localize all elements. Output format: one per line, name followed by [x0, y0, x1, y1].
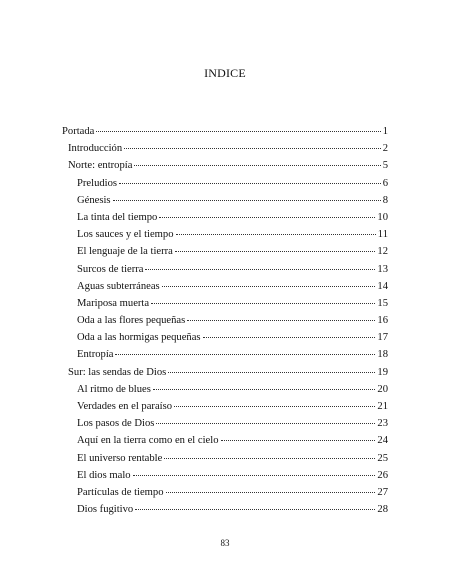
dot-leader: [159, 207, 375, 218]
toc-entry-page: 11: [377, 229, 388, 241]
page-title: INDICE: [204, 66, 246, 80]
toc-entry-page: 2: [382, 143, 388, 155]
toc-entry-title: Preludios: [77, 177, 118, 189]
toc-entry-page: 10: [377, 211, 388, 223]
toc-entry-title: Entropía: [77, 349, 114, 361]
toc-entry-page: 20: [377, 383, 388, 395]
dot-leader: [175, 241, 376, 252]
toc-entry-page: 5: [382, 160, 388, 172]
dot-leader: [151, 293, 375, 304]
dot-leader: [133, 465, 376, 476]
dot-leader: [164, 448, 375, 459]
toc-entry-title: Los pasos de Dios: [77, 418, 155, 430]
dot-leader: [203, 327, 376, 338]
dot-leader: [124, 138, 381, 149]
toc-entry-title: El lenguaje de la tierra: [77, 246, 173, 258]
toc-entry-title: Sur: las sendas de Dios: [68, 366, 167, 378]
dot-leader: [153, 379, 376, 390]
dot-leader: [115, 344, 375, 355]
toc-entry-page: 17: [377, 332, 388, 344]
dot-leader: [135, 499, 375, 510]
toc-entry-page: 6: [382, 177, 388, 189]
toc-entry-page: 18: [377, 349, 388, 361]
toc-entry-title: Al ritmo de blues: [77, 383, 151, 395]
toc-entry-title: Oda a las hormigas pequeñas: [77, 332, 201, 344]
toc-entry-title: Norte: entropía: [68, 160, 133, 172]
dot-leader: [145, 259, 375, 270]
toc-entry-page: 26: [377, 469, 388, 481]
toc-entry-title: El dios malo: [77, 469, 131, 481]
toc-entry-page: 27: [377, 486, 388, 498]
toc-entry-title: Oda a las flores pequeñas: [77, 315, 186, 327]
toc-entry-page: 12: [377, 246, 388, 258]
toc-entry-title: Verdades en el paraíso: [77, 401, 173, 412]
toc-entry-title: Dios fugitivo: [77, 504, 134, 516]
toc-entry-page: 24: [377, 435, 388, 447]
dot-leader: [166, 482, 376, 493]
toc-entry-page: 21: [377, 401, 388, 412]
toc-entry-title: Aguas subterráneas: [77, 280, 160, 292]
toc-entry-title: La tinta del tiempo: [77, 211, 158, 223]
page-number: 83: [220, 538, 230, 548]
toc-entry-title: Introducción: [68, 143, 123, 155]
dot-leader: [134, 155, 380, 166]
dot-leader: [162, 276, 376, 287]
toc-entry-page: 16: [377, 315, 388, 327]
toc-entry-page: 19: [377, 366, 388, 378]
toc-entry-title: Mariposa muerta: [77, 297, 150, 309]
toc-entry[interactable]: [62, 501, 388, 518]
dot-leader: [174, 396, 375, 407]
dot-leader: [187, 310, 375, 321]
toc-entry-title: Aquí en la tierra como en el cielo: [77, 435, 219, 447]
dot-leader: [156, 413, 375, 424]
toc-entry-page: 25: [377, 452, 388, 464]
dot-leader: [119, 173, 381, 184]
toc-entry-page: 28: [377, 504, 388, 516]
dot-leader: [113, 190, 381, 201]
dot-leader: [176, 224, 376, 235]
toc-entry-title: Surcos de tierra: [77, 263, 144, 275]
dot-leader: [168, 362, 375, 373]
toc-entry-page: 1: [382, 126, 388, 137]
dot-leader: [96, 121, 380, 132]
toc-entry-title: Portada: [62, 126, 95, 137]
toc-entry-title: Los sauces y el tiempo: [77, 229, 174, 241]
toc-entry-title: Partículas de tiempo: [77, 486, 164, 498]
toc-entry-page: 23: [377, 418, 388, 430]
toc-entry-page: 14: [377, 280, 388, 292]
table-of-contents: [62, 123, 388, 518]
dot-leader: [221, 430, 376, 441]
toc-entry-title: Génesis: [77, 194, 111, 206]
toc-entry-title: El universo rentable: [77, 452, 163, 464]
toc-entry-page: 15: [377, 297, 388, 309]
toc-entry-page: 13: [377, 263, 388, 275]
toc-entry-page: 8: [382, 194, 388, 206]
